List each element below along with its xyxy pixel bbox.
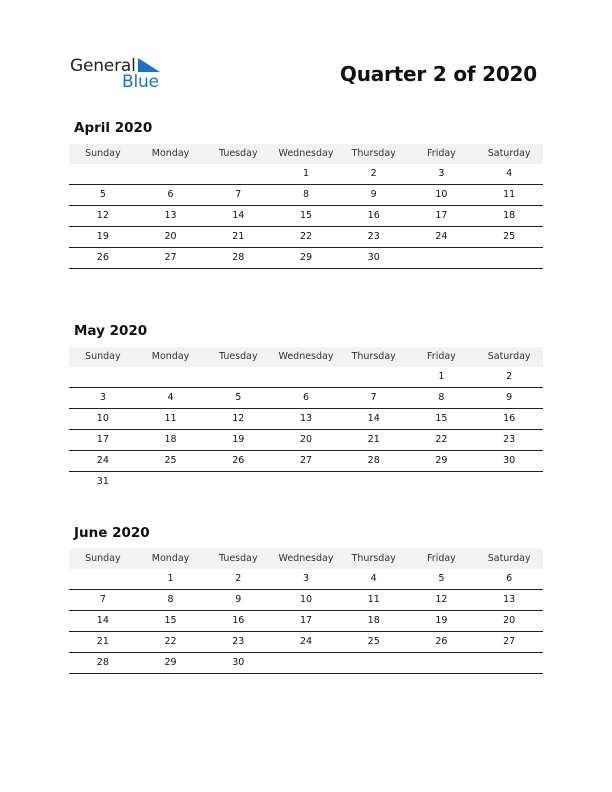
weekday-label: Wednesday: [278, 148, 334, 159]
day-cell: 24: [299, 636, 313, 647]
day-cell: 30: [232, 657, 245, 668]
day-cell: 17: [96, 434, 109, 445]
day-cell: [475, 248, 543, 268]
day-cell: 18: [367, 615, 380, 626]
day-cell: 8: [302, 189, 310, 200]
day-cell: 3: [302, 573, 310, 584]
day-cell: 23: [503, 434, 516, 445]
weekday-label: Saturday: [487, 351, 531, 362]
day-cell: [272, 472, 340, 493]
day-cell: 21: [96, 636, 109, 647]
day-cell: 31: [96, 476, 109, 487]
day-cell: [204, 367, 272, 387]
day-cell: [272, 367, 340, 387]
day-cell: 8: [167, 594, 174, 605]
day-cell: 14: [232, 210, 245, 221]
day-cell: 11: [503, 189, 516, 200]
day-cell: 27: [164, 252, 177, 263]
weekday-label: Wednesday: [278, 553, 334, 564]
day-cell: 21: [367, 434, 380, 445]
weekday-label: Monday: [151, 148, 190, 159]
weekday-label: Friday: [427, 148, 456, 159]
month-june: [69, 523, 543, 674]
day-cell: 13: [164, 210, 177, 221]
weekday-label: Friday: [427, 553, 456, 564]
month-april: [69, 118, 543, 269]
day-cell: 9: [235, 594, 242, 605]
day-cell: 15: [299, 210, 313, 221]
day-cell: [408, 248, 476, 268]
day-cell: 26: [96, 252, 109, 263]
day-cell: 17: [299, 615, 313, 626]
day-cell: 21: [232, 231, 245, 242]
day-cell: 28: [232, 252, 245, 263]
day-cell: 22: [299, 231, 313, 242]
week-row: [69, 611, 543, 632]
day-cell: 10: [299, 594, 313, 605]
day-cell: [340, 472, 408, 493]
weekday-label: Thursday: [351, 351, 396, 362]
week-row: [69, 451, 543, 472]
day-cell: 16: [367, 210, 380, 221]
day-cell: 22: [164, 636, 177, 647]
week-row: [69, 227, 543, 248]
day-cell: 26: [232, 455, 245, 466]
week-row: [69, 409, 543, 430]
day-cell: 24: [435, 231, 448, 242]
week-row: [69, 248, 543, 269]
generalblue-logo: [70, 56, 180, 92]
weekday-label: Thursday: [351, 148, 396, 159]
day-cell: 1: [302, 168, 310, 179]
day-cell: 25: [164, 455, 177, 466]
day-cell: 8: [438, 392, 445, 403]
day-cell: 5: [438, 573, 445, 584]
day-cell: [475, 472, 543, 493]
day-cell: 29: [164, 657, 177, 668]
day-cell: 26: [435, 636, 448, 647]
day-cell: [204, 472, 272, 493]
day-cell: 24: [96, 455, 109, 466]
day-cell: 10: [96, 413, 109, 424]
weekday-label: Thursday: [351, 553, 396, 564]
week-row: [69, 388, 543, 409]
weekday-label: Monday: [151, 351, 190, 362]
day-cell: [408, 472, 476, 493]
day-cell: 29: [299, 252, 313, 263]
day-cell: [137, 164, 205, 184]
day-cell: 22: [435, 434, 448, 445]
weekday-header: [69, 549, 543, 569]
day-cell: 28: [367, 455, 380, 466]
day-cell: 2: [506, 371, 513, 382]
week-row: [69, 590, 543, 611]
week-row: [69, 185, 543, 206]
day-cell: 2: [235, 573, 242, 584]
week-row: [69, 430, 543, 451]
day-cell: 25: [367, 636, 380, 647]
day-cell: 4: [370, 573, 377, 584]
day-cell: 20: [503, 615, 516, 626]
day-cell: 30: [503, 455, 516, 466]
day-cell: 11: [367, 594, 380, 605]
day-cell: 11: [164, 413, 177, 424]
day-cell: 25: [503, 231, 516, 242]
day-cell: 27: [503, 636, 516, 647]
day-cell: 10: [435, 189, 448, 200]
day-cell: 15: [435, 413, 448, 424]
day-cell: 1: [167, 573, 174, 584]
day-cell: 15: [164, 615, 177, 626]
day-cell: 9: [370, 189, 377, 200]
day-cell: 30: [367, 252, 380, 263]
month-title: May 2020: [74, 323, 148, 339]
day-cell: 6: [506, 573, 513, 584]
week-row: [69, 632, 543, 653]
day-cell: [408, 653, 476, 673]
weekday-label: Saturday: [487, 148, 531, 159]
day-cell: 9: [506, 392, 513, 403]
day-cell: 5: [235, 392, 242, 403]
month-title: June 2020: [74, 525, 150, 541]
day-cell: 19: [96, 231, 109, 242]
weekday-label: Tuesday: [218, 351, 258, 362]
day-cell: [137, 367, 205, 387]
weekday-label: Monday: [151, 553, 190, 564]
day-cell: 29: [435, 455, 448, 466]
day-cell: 12: [435, 594, 448, 605]
week-row: [69, 164, 543, 185]
day-cell: 20: [164, 231, 177, 242]
day-cell: 23: [367, 231, 380, 242]
day-cell: [137, 472, 205, 493]
day-cell: [204, 164, 272, 184]
day-cell: 19: [232, 434, 245, 445]
day-cell: 14: [96, 615, 109, 626]
day-cell: 27: [299, 455, 313, 466]
week-row: [69, 367, 543, 388]
day-cell: [69, 164, 137, 184]
day-cell: 12: [232, 413, 245, 424]
logo-triangle-icon: [138, 58, 160, 72]
day-cell: 3: [438, 168, 445, 179]
weekday-label: Friday: [427, 351, 456, 362]
day-cell: 23: [232, 636, 245, 647]
day-cell: 18: [164, 434, 177, 445]
day-cell: 4: [506, 168, 513, 179]
day-cell: 6: [167, 189, 174, 200]
day-cell: 16: [503, 413, 516, 424]
weekday-label: Sunday: [85, 553, 121, 564]
weekday-header: [69, 144, 543, 164]
day-cell: 7: [235, 189, 242, 200]
week-row: [69, 206, 543, 227]
day-cell: [69, 367, 137, 387]
day-cell: 3: [99, 392, 106, 403]
day-cell: 16: [232, 615, 245, 626]
day-cell: 7: [370, 392, 377, 403]
day-cell: 6: [302, 392, 310, 403]
logo-general-text: General: [70, 56, 136, 76]
logo-blue-text: Blue: [122, 72, 159, 92]
weekday-label: Tuesday: [218, 553, 258, 564]
day-cell: 17: [435, 210, 448, 221]
day-cell: [340, 653, 408, 673]
day-cell: 4: [167, 392, 174, 403]
day-cell: 18: [503, 210, 516, 221]
page-title: Quarter 2 of 2020: [339, 62, 537, 86]
day-cell: 1: [438, 371, 445, 382]
week-row: [69, 653, 543, 674]
month-title: April 2020: [74, 120, 153, 136]
month-may: [69, 321, 543, 493]
day-cell: 7: [99, 594, 106, 605]
weekday-label: Wednesday: [278, 351, 334, 362]
day-cell: 13: [503, 594, 516, 605]
day-cell: 20: [299, 434, 313, 445]
weekday-label: Tuesday: [218, 148, 258, 159]
weekday-label: Saturday: [487, 553, 531, 564]
day-cell: 19: [435, 615, 448, 626]
weekday-header: [69, 347, 543, 367]
day-cell: 2: [370, 168, 377, 179]
day-cell: 12: [96, 210, 109, 221]
day-cell: [272, 653, 340, 673]
week-row: [69, 569, 543, 590]
day-cell: [69, 569, 137, 589]
day-cell: 13: [299, 413, 313, 424]
day-cell: 14: [367, 413, 380, 424]
week-row: [69, 472, 543, 493]
weekday-label: Sunday: [85, 351, 121, 362]
weekday-label: Sunday: [85, 148, 121, 159]
day-cell: 5: [99, 189, 106, 200]
day-cell: [475, 653, 543, 673]
day-cell: [340, 367, 408, 387]
day-cell: 28: [96, 657, 109, 668]
